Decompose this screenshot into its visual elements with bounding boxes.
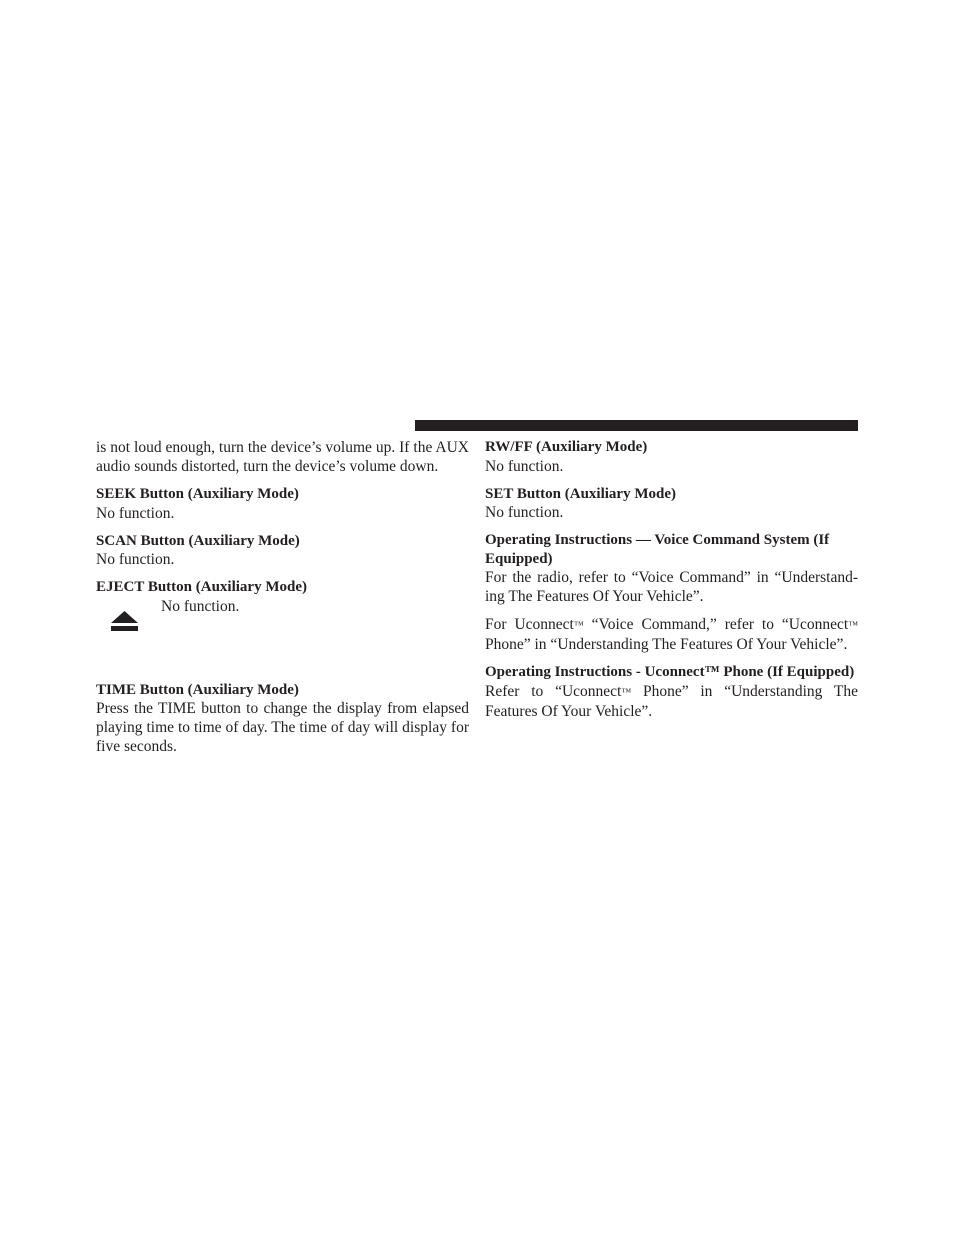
eject-text: No function. bbox=[161, 597, 240, 615]
seek-heading: SEEK Button (Auxiliary Mode) bbox=[96, 486, 299, 502]
uconnect-phone-text-b: Phone” in “Understanding The Features Of Your Vehicle”. bbox=[485, 682, 858, 720]
rwff-heading: RW/FF (Auxiliary Mode) bbox=[485, 439, 648, 455]
eject-heading: EJECT Button (Auxiliary Mode) bbox=[96, 579, 307, 595]
voice-command-text: For the radio, refer to “Voice Command” in “Understand-ing The Features Of Your Vehicle”. bbox=[485, 569, 858, 605]
uconnect-phone-heading: Operating Instructions - Uconnect™ Phone (If Equipped) bbox=[485, 664, 855, 680]
time-heading: TIME Button (Auxiliary Mode) bbox=[96, 681, 299, 698]
eject-row bbox=[96, 597, 469, 645]
section-header-bar bbox=[415, 420, 858, 431]
uconnect-voice-text-b: “Voice Command,” refer to “Uconnect bbox=[583, 616, 849, 633]
scan-text: No function. bbox=[96, 551, 175, 568]
rwff-text: No function. bbox=[485, 457, 564, 475]
set-text: No function. bbox=[485, 504, 564, 521]
uconnect-voice-text-c: Phone” in “Understanding The Features Of Your Vehicle”. bbox=[485, 636, 848, 653]
uconnect-phone-text-a: Refer to “Uconnect bbox=[485, 682, 622, 700]
time-text: Press the TIME button to change the display from elapsed playing time to time of day. The time of day will display for five seconds. bbox=[96, 700, 469, 755]
uconnect-voice-text bbox=[485, 615, 858, 654]
seek-text: No function. bbox=[96, 504, 175, 522]
uconnect-phone-text bbox=[485, 682, 858, 721]
uconnect-voice-text-a: For Uconnect bbox=[485, 616, 574, 633]
eject-icon bbox=[110, 610, 139, 632]
trademark-symbol: ™ bbox=[621, 686, 632, 698]
voice-command-heading: Operating Instructions — Voice Command System (If Equipped) bbox=[485, 532, 830, 567]
scan-heading: SCAN Button (Auxiliary Mode) bbox=[96, 532, 300, 549]
trademark-symbol: ™ bbox=[573, 620, 584, 631]
left-column bbox=[96, 438, 469, 756]
trademark-symbol: ™ bbox=[848, 620, 859, 631]
set-heading: SET Button (Auxiliary Mode) bbox=[485, 485, 676, 502]
intro-paragraph: is not loud enough, turn the device’s volume up. If the AUX audio sounds distorted, turn the device’s volume down. bbox=[96, 439, 469, 475]
right-column bbox=[485, 438, 858, 721]
